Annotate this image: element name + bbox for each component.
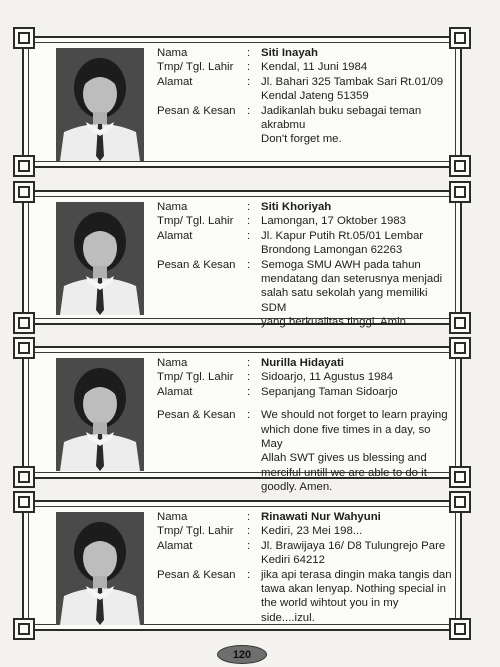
student-card (22, 346, 462, 494)
corner-ornament-icon (13, 155, 35, 177)
birth-row: Tmp/ Tgl. Lahir : Kediri, 23 Mei 198... (157, 524, 452, 538)
address-value: Jl. Kapur Putih Rt.05/01 Lembar Brondong Lamongan 62263 (261, 229, 424, 257)
message-value: We should not forget to learn praying which done five times in a day, so May Allah SWT gives us blessing and merciful untill we are able to do it goodly. Amen. (261, 409, 448, 494)
student-name: Siti Khoriyah (261, 201, 332, 213)
address-value: Sepanjang Taman Sidoarjo (261, 385, 398, 398)
message-label: Pesan & Kesan (157, 409, 236, 422)
corner-ornament-icon (449, 181, 471, 203)
message-label: Pesan & Kesan (157, 104, 236, 117)
corner-ornament-icon (449, 337, 471, 359)
address-row: Alamat : Jl. Brawijaya 16/ D8 Tulungrejo Pare Kediri 64212 (157, 539, 452, 568)
message-row: Pesan & Kesan : jika api terasa dingin maka tangis dan tawa akan lenyap. Nothing special in the world wihtout you in my side....izul. (157, 568, 452, 624)
page-number: 120 (217, 645, 267, 664)
student-details (157, 200, 452, 330)
name-row: Nama : Rinawati Nur Wahyuni (157, 510, 452, 524)
name-label: Nama (157, 201, 188, 213)
birth-row: Tmp/ Tgl. Lahir : Sidoarjo, 11 Agustus 1984 (157, 370, 452, 384)
corner-ornament-icon (449, 312, 471, 334)
message-row: Pesan & Kesan : Semoga SMU AWH pada tahun mendatang dan seterusnya menjadi salah satu sekolah yang memiliki SDM yang berkualitas tinggi. Amin. (157, 258, 452, 330)
birth-value: Lamongan, 17 Oktober 1983 (261, 215, 407, 228)
name-label: Nama (157, 47, 188, 59)
student-name: Nurilla Hidayati (261, 357, 344, 369)
message-label: Pesan & Kesan (157, 568, 236, 581)
address-label: Alamat (157, 385, 193, 398)
corner-ornament-icon (449, 155, 471, 177)
address-label: Alamat (157, 539, 193, 552)
corner-ornament-icon (449, 491, 471, 513)
student-details (157, 46, 452, 147)
corner-ornament-icon (13, 27, 35, 49)
name-row: Nama : Siti Inayah (157, 46, 452, 60)
student-card (22, 36, 462, 168)
message-row: Pesan & Kesan : Jadikanlah buku sebagai teman akrabmu Don't forget me. (157, 104, 452, 147)
address-row: Alamat : Jl. Kapur Putih Rt.05/01 Lembar Brondong Lamongan 62263 (157, 229, 452, 258)
address-value: Jl. Bahari 325 Tambak Sari Rt.01/09 Kendal Jateng 51359 (261, 75, 444, 103)
birth-label: Tmp/ Tgl. Lahir (157, 215, 234, 228)
name-label: Nama (157, 357, 188, 369)
address-value: Jl. Brawijaya 16/ D8 Tulungrejo Pare Kediri 64212 (261, 539, 446, 567)
message-value: jika api terasa dingin maka tangis dan tawa akan lenyap. Nothing special in the world wihtout you in my side....izul. (261, 568, 452, 624)
corner-ornament-icon (449, 27, 471, 49)
student-photo (56, 358, 144, 471)
student-photo (56, 512, 144, 625)
message-value: Semoga SMU AWH pada tahun mendatang dan seterusnya menjadi salah satu sekolah yang memiliki SDM yang berkualitas tinggi. Amin. (261, 258, 443, 329)
birth-value: Kendal, 11 Juni 1984 (261, 61, 368, 74)
student-details (157, 510, 452, 625)
message-row: Pesan & Kesan : We should not forget to learn praying which done five times in a day, so May Allah SWT gives us blessing and merciful untill we are able to do it goodly. Amen. (157, 408, 452, 494)
corner-ornament-icon (13, 466, 35, 488)
birth-label: Tmp/ Tgl. Lahir (157, 371, 234, 384)
student-name: Rinawati Nur Wahyuni (261, 511, 381, 523)
birth-row: Tmp/ Tgl. Lahir : Kendal, 11 Juni 1984 (157, 60, 452, 74)
name-row: Nama : Nurilla Hidayati (157, 356, 452, 370)
address-row: Alamat : Jl. Bahari 325 Tambak Sari Rt.01/09 Kendal Jateng 51359 (157, 75, 452, 104)
address-row: Alamat : Sepanjang Taman Sidoarjo (157, 385, 452, 399)
corner-ornament-icon (13, 491, 35, 513)
student-card (22, 500, 462, 631)
student-photo (56, 48, 144, 161)
message-label: Pesan & Kesan (157, 258, 236, 271)
birth-row: Tmp/ Tgl. Lahir : Lamongan, 17 Oktober 1983 (157, 214, 452, 228)
corner-ornament-icon (13, 181, 35, 203)
message-value: Jadikanlah buku sebagai teman akrabmu Don't forget me. (261, 104, 422, 146)
name-row: Nama : Siti Khoriyah (157, 200, 452, 214)
birth-value: Sidoarjo, 11 Agustus 1984 (261, 371, 394, 384)
student-card (22, 190, 462, 329)
student-name: Siti Inayah (261, 47, 318, 59)
address-label: Alamat (157, 75, 193, 88)
address-label: Alamat (157, 229, 193, 242)
birth-label: Tmp/ Tgl. Lahir (157, 525, 234, 538)
corner-ornament-icon (13, 312, 35, 334)
student-photo (56, 202, 144, 315)
corner-ornament-icon (449, 618, 471, 640)
birth-label: Tmp/ Tgl. Lahir (157, 61, 234, 74)
student-details (157, 356, 452, 495)
birth-value: Kediri, 23 Mei 198... (261, 525, 363, 538)
corner-ornament-icon (13, 618, 35, 640)
corner-ornament-icon (449, 466, 471, 488)
name-label: Nama (157, 511, 188, 523)
corner-ornament-icon (13, 337, 35, 359)
